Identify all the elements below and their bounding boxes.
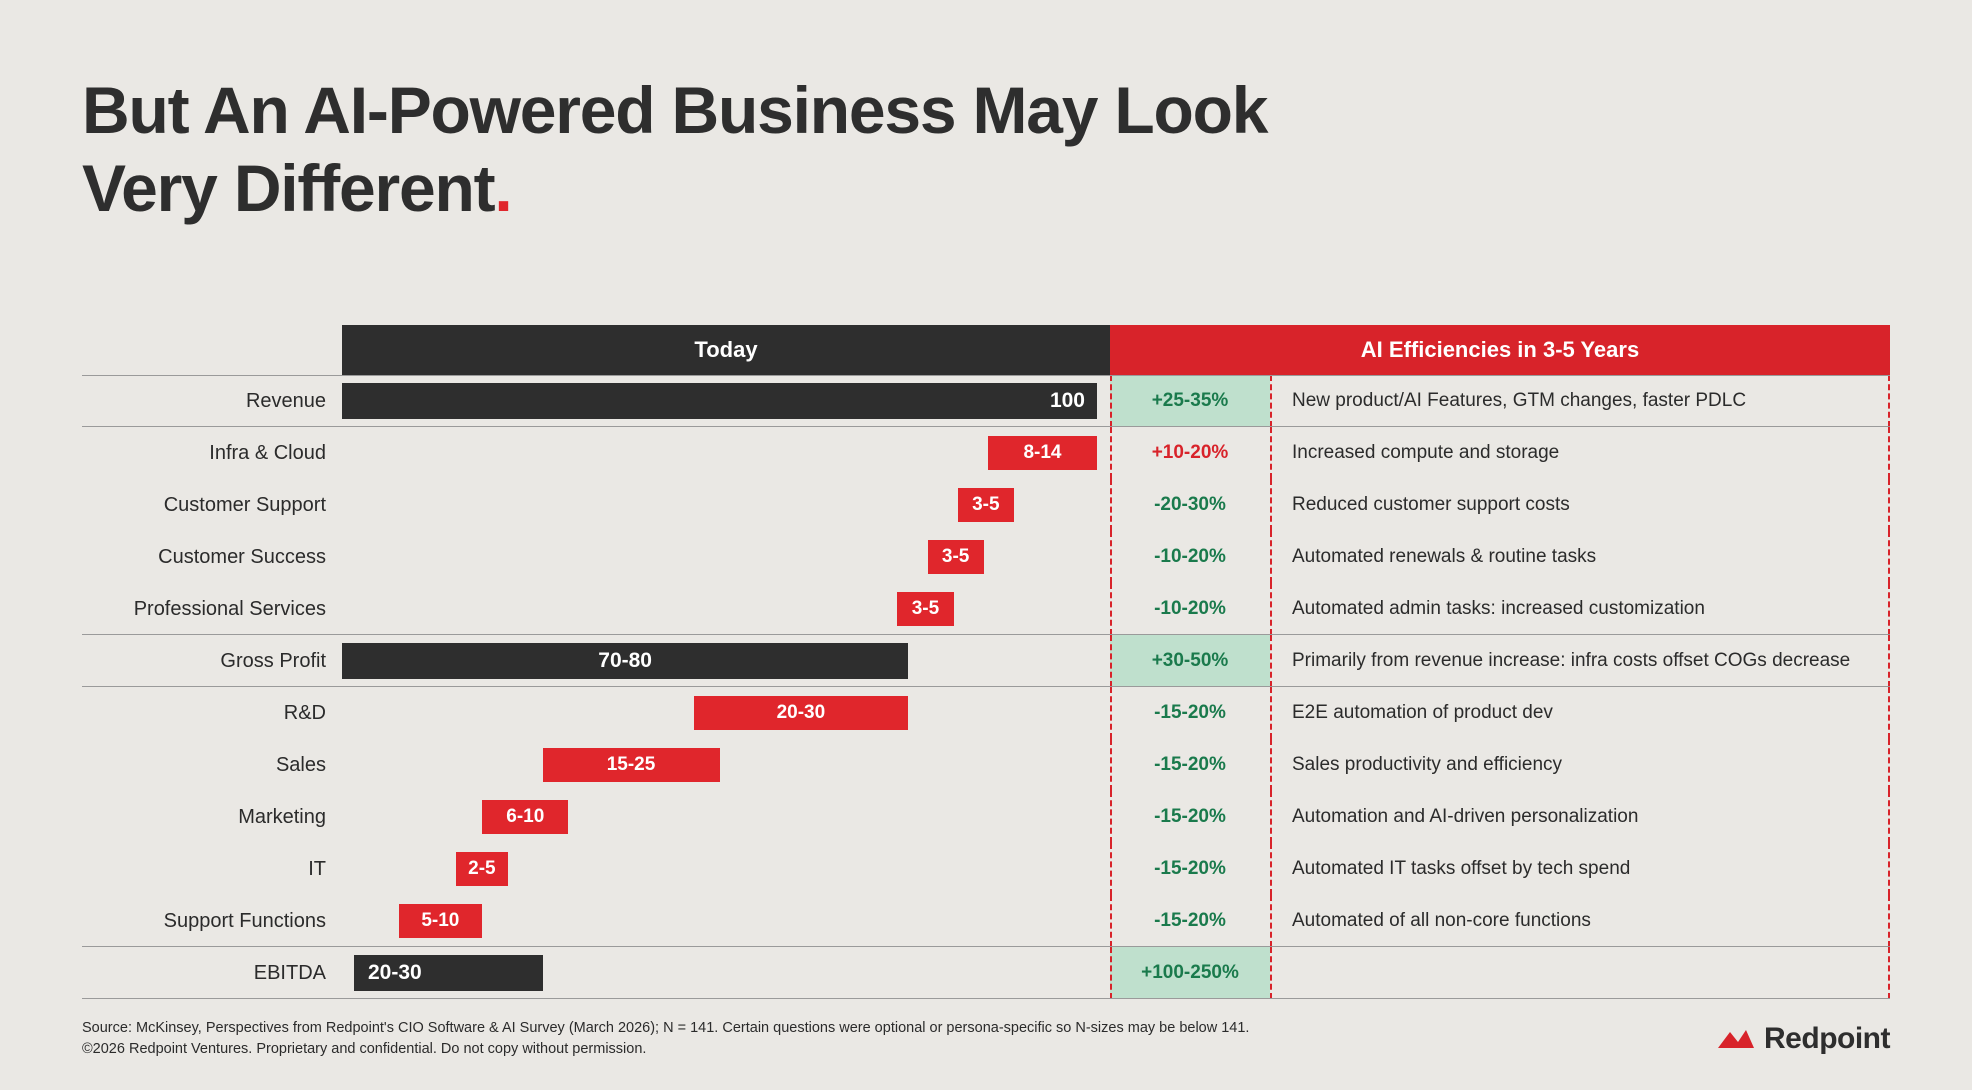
column-divider [1110,635,1112,687]
column-header-efficiencies: AI Efficiencies in 3-5 Years [1110,325,1890,375]
row-description: Automation and AI-driven personalization [1292,806,1639,827]
row-bar-cell [342,375,1110,427]
bar-track [342,531,1110,583]
row-label: R&D [283,701,326,724]
row-description: Automated IT tasks offset by tech spend [1292,858,1631,879]
column-divider [1110,947,1112,999]
column-edge [1888,687,1890,739]
row-bar-cell [342,531,1110,583]
chart-header-row [82,325,1890,375]
column-edge [1888,843,1890,895]
bar-total: 20-30 [354,955,543,991]
row-label: Gross Profit [220,649,326,672]
column-divider [1270,739,1272,791]
column-edge [1888,583,1890,635]
efficiency-value: +25-35% [1151,390,1229,411]
bar-track [342,583,1110,635]
page-title [82,72,1782,228]
row-bar-cell [342,583,1110,635]
row-label: IT [308,857,326,880]
row-bar-cell [342,687,1110,739]
column-divider [1270,687,1272,739]
column-edge [1888,375,1890,427]
row-bar-cell [342,635,1110,687]
bar-track [342,479,1110,531]
efficiency-value: -15-20% [1154,858,1226,879]
column-divider [1110,531,1112,583]
brand-logo [1718,1022,1890,1056]
column-header-today: Today [342,325,1110,375]
bar-track [342,895,1110,947]
bar-step: 8-14 [988,436,1097,470]
column-divider [1270,583,1272,635]
row-efficiency [1110,895,1270,947]
row-description [1270,947,1890,999]
column-divider [1270,427,1272,479]
column-divider [1110,687,1112,739]
row-label: Professional Services [133,597,326,620]
table-row [82,583,1890,635]
efficiency-value: -15-20% [1154,702,1226,723]
footnote-source: Source: McKinsey, Perspectives from Redpoint's CIO Software & AI Survey (March 2026); N = 141. Certain questions were optional or persona-specific so N-sizes may be below 141. [82,1020,1250,1036]
column-edge [1888,427,1890,479]
table-row [82,531,1890,583]
row-efficiency [1110,687,1270,739]
row-efficiency [1110,375,1270,427]
row-label: Sales [275,753,326,776]
row-efficiency [1110,479,1270,531]
table-row [82,687,1890,739]
column-divider [1270,479,1272,531]
column-divider [1270,531,1272,583]
footnote [82,1018,1482,1060]
title-line-2: Very Different [82,150,495,225]
column-divider [1110,583,1112,635]
table-row [82,843,1890,895]
column-divider [1110,375,1112,427]
row-description: Sales productivity and efficiency [1292,754,1563,775]
bar-total: 100 [342,383,1097,419]
row-label: Support Functions [163,909,326,932]
header-efficiency-cell [1110,325,1890,375]
row-description: Automated admin tasks: increased customization [1292,598,1705,619]
row-description: E2E automation of product dev [1292,702,1553,723]
row-efficiency [1110,427,1270,479]
bar-track [342,791,1110,843]
column-divider [1270,895,1272,947]
bar-track [342,739,1110,791]
row-efficiency [1110,635,1270,687]
column-divider [1270,947,1272,999]
column-divider [1110,739,1112,791]
header-separator [82,375,1890,376]
bar-track [342,427,1110,479]
row-description: Reduced customer support costs [1292,494,1570,515]
table-row [82,895,1890,947]
redpoint-mark-icon [1718,1026,1754,1052]
efficiency-value: +100-250% [1141,962,1239,983]
bar-step: 6-10 [482,800,568,834]
row-efficiency [1110,947,1270,999]
bar-track [342,843,1110,895]
header-spacer [82,325,342,375]
column-edge [1888,635,1890,687]
row-description: New product/AI Features, GTM changes, faster PDLC [1292,390,1747,411]
bar-step: 3-5 [958,488,1014,522]
chart-rows [82,375,1890,999]
title-line-1: But An AI-Powered Business May Look [82,73,1268,147]
column-divider [1110,791,1112,843]
waterfall-chart [82,325,1890,999]
row-bar-cell [342,895,1110,947]
table-row [82,947,1890,999]
efficiency-value: -15-20% [1154,910,1226,931]
efficiency-value: +10-20% [1151,442,1229,463]
row-efficiency [1110,531,1270,583]
bar-step: 2-5 [456,852,508,886]
column-divider [1110,895,1112,947]
efficiency-value: +30-50% [1151,650,1229,671]
table-row [82,479,1890,531]
row-label: Customer Support [163,493,326,516]
bar-step: 3-5 [897,592,953,626]
column-divider [1270,375,1272,427]
row-bar-cell [342,843,1110,895]
column-divider [1110,843,1112,895]
column-edge [1888,791,1890,843]
efficiency-value: -15-20% [1154,806,1226,827]
row-efficiency [1110,843,1270,895]
row-label: EBITDA [253,961,326,984]
row-separator [82,998,1890,999]
bar-step: 5-10 [399,904,482,938]
row-efficiency [1110,791,1270,843]
column-divider [1110,479,1112,531]
row-label: Infra & Cloud [209,441,326,464]
bar-track [342,375,1110,427]
column-divider [1270,791,1272,843]
efficiency-value: -10-20% [1154,598,1226,619]
header-today-cell [342,325,1110,375]
row-label: Customer Success [158,545,326,568]
row-bar-cell [342,739,1110,791]
bar-step: 20-30 [694,696,909,730]
row-description: Increased compute and storage [1292,442,1560,463]
row-bar-cell [342,479,1110,531]
bar-track [342,635,1110,687]
row-description: Automated renewals & routine tasks [1292,546,1597,567]
efficiency-value: -10-20% [1154,546,1226,567]
efficiency-value: -15-20% [1154,754,1226,775]
table-row [82,427,1890,479]
row-description: Primarily from revenue increase: infra costs offset COGs decrease [1292,650,1851,671]
title-period: . [494,150,512,225]
row-label: Revenue [245,389,326,412]
row-description: Automated of all non-core functions [1292,910,1591,931]
table-row [82,375,1890,427]
row-efficiency [1110,583,1270,635]
footnote-copyright: ©2026 Redpoint Ventures. Proprietary and confidential. Do not copy without permission. [82,1041,647,1058]
column-edge [1888,531,1890,583]
bar-subtotal: 70-80 [342,643,908,679]
bar-track [342,687,1110,739]
column-edge [1888,895,1890,947]
table-row [82,635,1890,687]
table-row [82,739,1890,791]
column-divider [1270,843,1272,895]
row-label: Marketing [238,805,326,828]
efficiency-value: -20-30% [1154,494,1226,515]
bar-step: 15-25 [543,748,720,782]
row-efficiency [1110,739,1270,791]
bar-track [342,947,1110,999]
row-bar-cell [342,947,1110,999]
column-divider [1270,635,1272,687]
row-bar-cell [342,427,1110,479]
brand-name: Redpoint [1764,1022,1890,1055]
row-bar-cell [342,791,1110,843]
bar-step: 3-5 [928,540,984,574]
column-divider [1110,427,1112,479]
column-edge [1888,739,1890,791]
table-row [82,791,1890,843]
column-edge [1888,479,1890,531]
column-edge [1888,947,1890,999]
